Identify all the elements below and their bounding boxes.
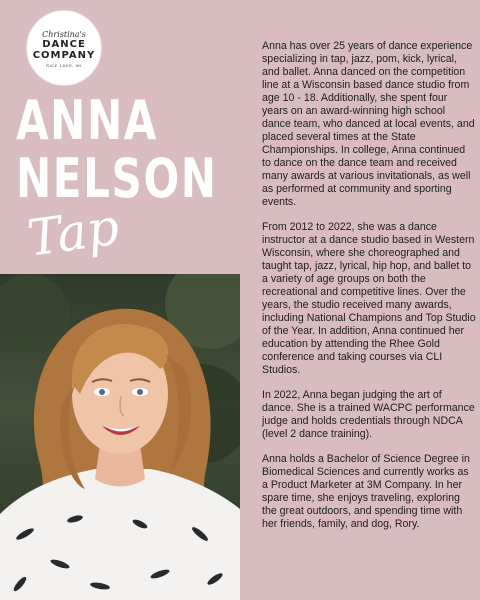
portrait-photo (0, 274, 240, 600)
logo-location-text: RICE LAKE, WI (46, 63, 82, 68)
bio-paragraph-4: Anna holds a Bachelor of Science Degree in Biomedical Sciences and currently works as a Product Marketer at 3M Company. In her spare time, she enjoys traveling, exploring the great outdoors, and spending time with her friends, family, and dog, Rory. (262, 453, 470, 530)
dance-style-title: Tap (23, 197, 123, 268)
biography-text (262, 40, 476, 543)
bio-paragraph-2: From 2012 to 2022, she was a dance instructor at a dance studio based in Western Wisconsin, where she choreographed and taught tap, jazz, lyrical, hip hop, and ballet to a variety of age groups on both the recreational and competitive lines. Over the years, the studio received many awards, including National Champions and Top Studio of the Year. In addition, Anna continued her education by attending the Rhee Gold conference and taking courses via CLI Studios. (262, 221, 476, 376)
first-name-heading: ANNA (16, 89, 158, 152)
company-logo (26, 10, 102, 86)
logo-dance-text: DANCE (42, 39, 86, 50)
logo-company-text: COMPANY (32, 50, 96, 61)
last-name-heading: NELSON (16, 147, 218, 210)
bio-paragraph-3: In 2022, Anna began judging the art of dance. She is a trained WACPC performance judge and holds credentials through NDCA (level 2 dance training). (262, 389, 475, 440)
portrait-illustration (0, 274, 240, 600)
logo-script-text: Christina's (42, 30, 86, 39)
bio-paragraph-1: Anna has over 25 years of dance experience specializing in tap, jazz, pom, kick, lyrical, and ballet. Anna danced on the competition line at a Wisconsin based dance studio from age 10 - 18. Additionally, she spent four years on an award-winning high school dance team, who danced at local events, and placed several times at the State Championships. In college, Anna continued to dance on the dance team and received many awards at various invitationals, as well as performed at community and sporting events. (262, 40, 475, 208)
